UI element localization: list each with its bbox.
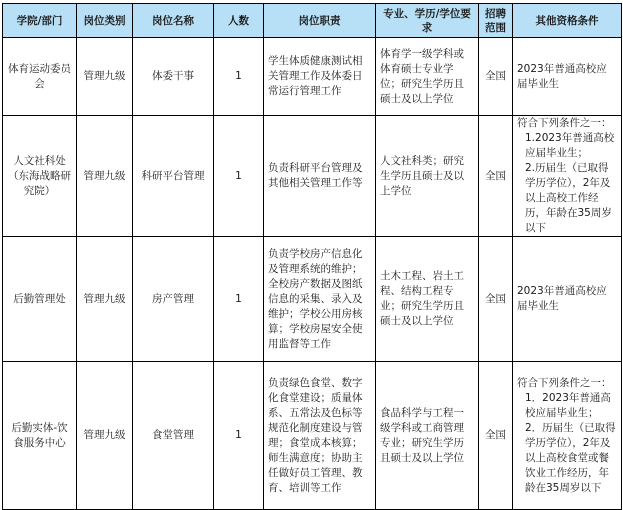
cell-count: 1: [214, 362, 264, 510]
cell-position: 食堂管理: [133, 362, 214, 510]
table-row: [3, 237, 622, 362]
cell-position: 房产管理: [133, 237, 214, 362]
header-duty: 岗位职责: [264, 4, 376, 38]
table-row: [3, 362, 622, 510]
other-intro: 符合下列条件之一：: [517, 117, 612, 129]
cell-other: [513, 116, 622, 237]
cell-category: 管理九级: [77, 38, 133, 116]
header-scope: 招聘范围: [479, 4, 513, 38]
cell-category: 管理九级: [77, 362, 133, 510]
other-item: 2023年普通高校应届毕业生: [517, 62, 607, 90]
cell-duty: 负责学校房产信息化及管理系统的维护；全校房产数据及图纸信息的采集、录入及维护；学校公用房核算；学校房屋安全使用监督等工作: [264, 237, 376, 362]
other-intro: 符合下列条件之一：: [517, 376, 612, 389]
cell-major: 土木工程、岩土工程、结构工程专业；研究生学历且硕士及以上学位: [376, 237, 479, 362]
cell-count: 1: [214, 237, 264, 362]
header-dept: 学院/部门: [3, 4, 77, 38]
other-item: 1．2023年普通高校应届毕业生；: [525, 391, 611, 419]
table-row: [3, 38, 622, 116]
header-other: 其他资格条件: [513, 4, 622, 38]
cell-position: 体委干事: [133, 38, 214, 116]
other-item: 1.2023年普通高校应届毕业生；: [525, 132, 615, 159]
other-item: 2023年普通高校应届毕业生: [517, 285, 607, 312]
cell-duty: 负责科研平台管理及其他相关管理工作等: [264, 116, 376, 237]
header-position: 岗位名称: [133, 4, 214, 38]
cell-count: 1: [214, 116, 264, 237]
cell-dept: 后勤管理处: [3, 237, 77, 362]
cell-scope: 全国: [479, 237, 513, 362]
other-item: 2．历届生（已取得学历学位），2年及以上高校食堂或餐饮业工作经历，年龄在35周岁以下: [525, 421, 616, 494]
cell-other: [513, 237, 622, 362]
header-count: 人数: [214, 4, 264, 38]
cell-scope: 全国: [479, 116, 513, 237]
cell-duty: 学生体质健康测试相关管理工作及体委日常运行管理工作: [264, 38, 376, 116]
cell-position: 科研平台管理: [133, 116, 214, 237]
recruitment-table: [2, 3, 622, 510]
cell-other: [513, 362, 622, 510]
header-row: [3, 4, 622, 38]
cell-category: 管理九级: [77, 237, 133, 362]
cell-scope: 全国: [479, 362, 513, 510]
cell-category: 管理九级: [77, 116, 133, 237]
other-item: 2.历届生（已取得学历学位），2年及以上高校工作经历，年龄在35周岁以下: [525, 162, 612, 234]
header-major: 专业、学历/学位要求: [376, 4, 479, 38]
cell-duty: 负责绿色食堂、数字化食堂建设；质量体系、五常法及色标等规范化制度建设与管理；食堂成本核算；师生满意度；协助主任做好员工管理、教育、培训等工作: [264, 362, 376, 510]
header-category: 岗位类别: [77, 4, 133, 38]
cell-major: 体育学一级学科或体育硕士专业学位；研究生学历且硕士及以上学位: [376, 38, 479, 116]
cell-scope: 全国: [479, 38, 513, 116]
cell-major: 人文社科类；研究生学历且硕士及以上学位: [376, 116, 479, 237]
cell-major: 食品科学与工程一级学科或工商管理专业；研究生学历且硕士及以上学位: [376, 362, 479, 510]
cell-count: 1: [214, 38, 264, 116]
cell-dept: 后勤实体-饮食服务中心: [3, 362, 77, 510]
cell-dept: 人文社科处（东海战略研究院）: [3, 116, 77, 237]
cell-dept: 体育运动委员会: [3, 38, 77, 116]
table-row: [3, 116, 622, 237]
cell-other: [513, 38, 622, 116]
